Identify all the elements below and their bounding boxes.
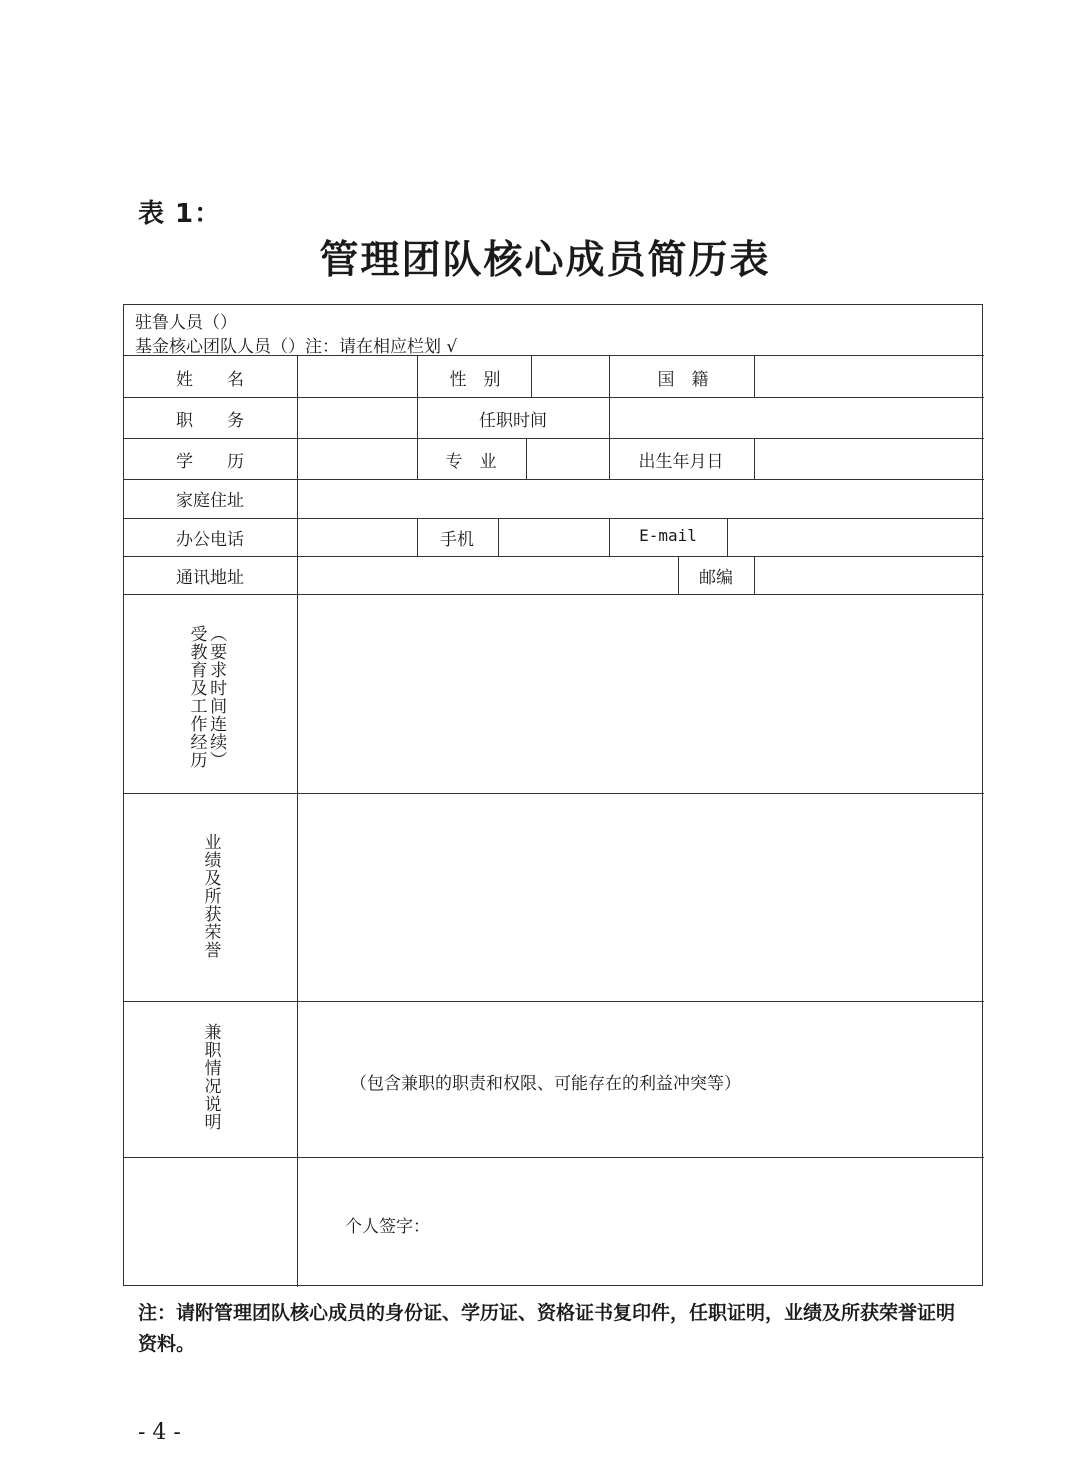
page-title: 管理团队核心成员简历表 — [319, 237, 771, 283]
achievements-label: 业绩及所获荣誉 — [200, 833, 221, 959]
nationality-label: 国 籍 — [657, 370, 709, 390]
office-phone-label: 办公电话 — [176, 530, 244, 550]
email-label: E-mail — [639, 526, 697, 545]
row-divider — [124, 594, 984, 595]
column-divider — [754, 438, 755, 479]
birthdate-label: 出生年月日 — [638, 452, 724, 472]
column-divider — [754, 355, 755, 397]
row-divider — [124, 438, 984, 439]
header-resident-checkbox-label: 驻鲁人员（） — [135, 313, 237, 333]
column-divider — [754, 556, 755, 594]
column-divider — [526, 438, 527, 479]
row-divider — [124, 397, 984, 398]
column-divider — [417, 438, 418, 479]
home-address-label: 家庭住址 — [176, 491, 244, 511]
column-divider — [609, 438, 610, 479]
column-divider — [609, 355, 610, 397]
row-divider — [124, 1157, 984, 1158]
postcode-label: 邮编 — [699, 568, 733, 588]
column-divider — [417, 355, 418, 397]
major-label: 专 业 — [445, 452, 497, 472]
column-divider — [678, 556, 679, 594]
row-divider — [124, 793, 984, 794]
gender-label: 性 别 — [449, 370, 501, 390]
table-number-label: 表 1： — [138, 199, 222, 229]
mailing-address-label: 通讯地址 — [176, 568, 244, 588]
education-label: 学 历 — [176, 452, 244, 472]
parttime-hint: （包含兼职的职责和权限、可能存在的利益冲突等） — [350, 1074, 741, 1094]
parttime-label: 兼职情况说明 — [200, 1023, 221, 1131]
column-divider — [609, 518, 610, 556]
row-divider — [124, 479, 984, 480]
column-divider — [417, 518, 418, 556]
column-divider — [727, 518, 728, 556]
experience-sublabel: （要求时间连续） — [206, 625, 227, 769]
row-divider — [124, 556, 984, 557]
tenure-label: 任职时间 — [479, 411, 547, 431]
mobile-label: 手机 — [440, 530, 474, 550]
header-core-team-checkbox-label: 基金核心团队人员（）注：请在相应栏划 √ — [135, 337, 458, 357]
column-divider — [498, 518, 499, 556]
column-divider — [417, 397, 418, 438]
signature-label: 个人签字： — [345, 1217, 430, 1237]
row-divider — [124, 1001, 984, 1002]
resume-form-table — [123, 304, 983, 1286]
column-divider — [531, 355, 532, 397]
name-label: 姓 名 — [176, 370, 244, 390]
column-divider — [609, 397, 610, 438]
column-divider — [297, 355, 298, 1287]
experience-label — [186, 625, 225, 785]
footnote: 注：请附管理团队核心成员的身份证、学历证、资格证书复印件，任职证明，业绩及所获荣誉证明资料。 — [138, 1302, 956, 1355]
row-divider — [124, 518, 984, 519]
experience-main-label: 受教育及工作经历 — [186, 625, 207, 769]
position-label: 职 务 — [176, 411, 244, 431]
page-number: - 4 - — [138, 1420, 181, 1445]
